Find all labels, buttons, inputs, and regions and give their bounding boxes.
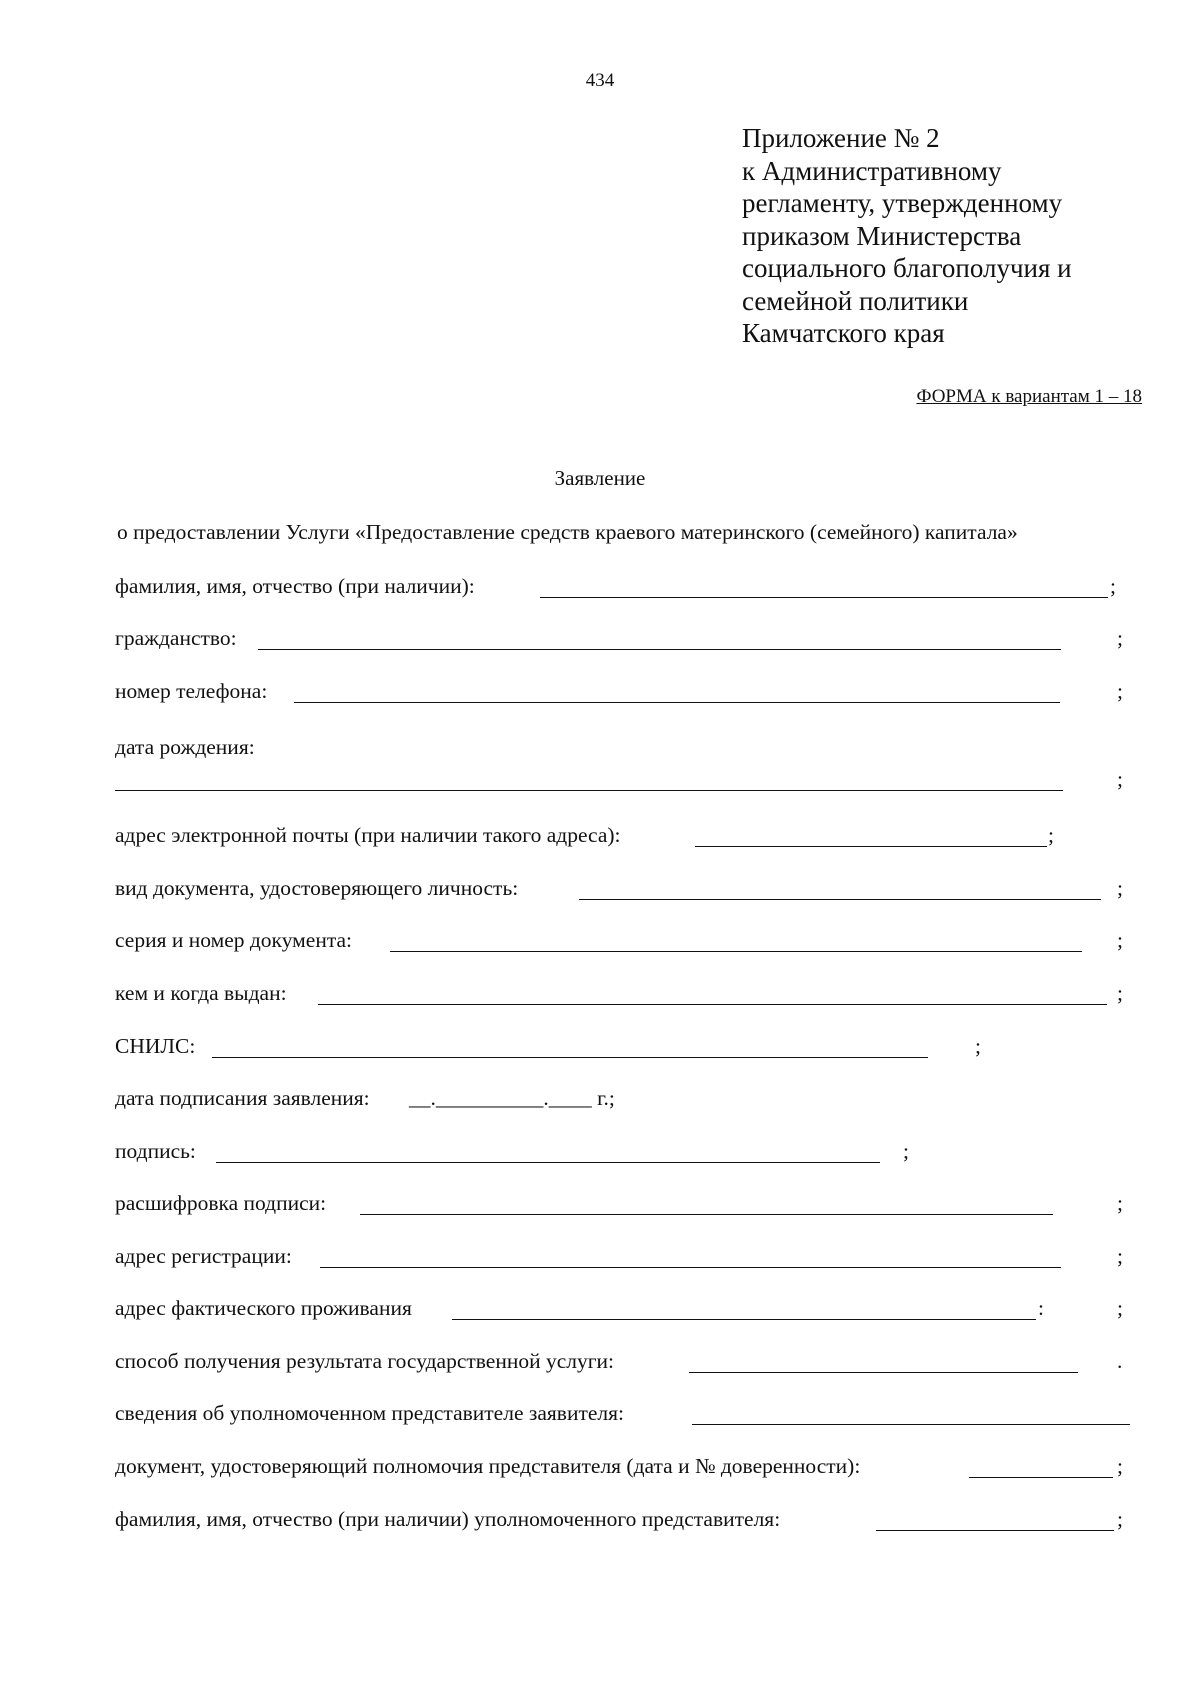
signature-label: подпись:: [115, 1139, 196, 1163]
appendix-line: Камчатского края: [742, 318, 945, 348]
full-name-field[interactable]: [540, 597, 1108, 598]
semicolon: ;: [975, 1034, 981, 1058]
doc-series-number-label: серия и номер документа:: [115, 928, 352, 952]
page-number: 434: [585, 70, 615, 91]
semicolon: ;: [1117, 1454, 1123, 1478]
snils-label: СНИЛС:: [115, 1034, 196, 1058]
signature-transcript-label: расшифровка подписи:: [115, 1191, 327, 1215]
document-title: Заявление: [554, 466, 646, 490]
actual-address-field[interactable]: [452, 1319, 1036, 1320]
appendix-line: Приложение № 2: [742, 123, 940, 153]
form-variant-label: ФОРМА к вариантам 1 – 18: [916, 386, 1142, 407]
appendix-line: приказом Министерства: [742, 220, 1022, 251]
email-field[interactable]: [695, 846, 1047, 847]
semicolon: ;: [903, 1139, 909, 1163]
semicolon: ;: [1117, 626, 1123, 650]
signature-field[interactable]: [216, 1162, 880, 1163]
semicolon: ;: [1110, 574, 1116, 598]
birth-date-field[interactable]: [115, 790, 1063, 791]
appendix-line: семейной политики: [742, 285, 969, 316]
email-label: адрес электронной почты (при наличии такого адреса):: [115, 823, 621, 847]
phone-field[interactable]: [294, 702, 1060, 703]
semicolon: ;: [1117, 1507, 1123, 1531]
registration-address-field[interactable]: [320, 1267, 1061, 1268]
actual-address-label: адрес фактического проживания: [115, 1296, 412, 1320]
colon: :: [1038, 1296, 1044, 1320]
id-doc-type-field[interactable]: [579, 899, 1101, 900]
phone-label: номер телефона:: [115, 679, 268, 703]
representative-document-field[interactable]: [969, 1477, 1113, 1478]
sign-date-field[interactable]: __.__________.____ г.;: [409, 1086, 615, 1110]
sign-date-label: дата подписания заявления:: [115, 1086, 370, 1110]
citizenship-label: гражданство:: [115, 626, 237, 650]
appendix-header: [742, 122, 1072, 350]
semicolon: ;: [1117, 1244, 1123, 1268]
semicolon: ;: [1117, 876, 1123, 900]
birth-date-label: дата рождения:: [115, 735, 255, 759]
semicolon: ;: [1048, 823, 1054, 847]
semicolon: ;: [1117, 928, 1123, 952]
representative-document-label: документ, удостоверяющий полномочия представителя (дата и № доверенности):: [115, 1454, 861, 1478]
appendix-line: к Административному: [742, 155, 1002, 186]
result-method-field[interactable]: [689, 1372, 1078, 1373]
representative-name-field[interactable]: [876, 1530, 1114, 1531]
issued-by-field[interactable]: [318, 1004, 1107, 1005]
semicolon: ;: [1117, 1296, 1123, 1320]
representative-info-field[interactable]: [692, 1424, 1130, 1425]
appendix-line: социального благополучия и: [742, 253, 1072, 283]
doc-series-number-field[interactable]: [390, 951, 1082, 952]
issued-by-label: кем и когда выдан:: [115, 981, 287, 1005]
semicolon: ;: [1117, 767, 1123, 791]
id-doc-type-label: вид документа, удостоверяющего личность:: [115, 876, 519, 900]
document-subtitle: о предоставлении Услуги «Предоставление средств краевого материнского (семейного) капитала»: [117, 520, 1018, 544]
representative-info-label: сведения об уполномоченном представителе заявителя:: [115, 1401, 624, 1425]
semicolon: ;: [1117, 1191, 1123, 1215]
registration-address-label: адрес регистрации:: [115, 1244, 292, 1268]
representative-name-label: фамилия, имя, отчество (при наличии) уполномоченного представителя:: [115, 1507, 781, 1531]
full-name-label: фамилия, имя, отчество (при наличии):: [115, 574, 475, 598]
semicolon: ;: [1117, 981, 1123, 1005]
citizenship-field[interactable]: [258, 649, 1061, 650]
semicolon: ;: [1117, 679, 1123, 703]
signature-transcript-field[interactable]: [360, 1214, 1053, 1215]
period: .: [1117, 1349, 1123, 1373]
result-method-label: способ получения результата государственной услуги:: [115, 1349, 615, 1373]
appendix-line: регламенту, утвержденному: [742, 188, 1063, 218]
snils-field[interactable]: [212, 1057, 928, 1058]
